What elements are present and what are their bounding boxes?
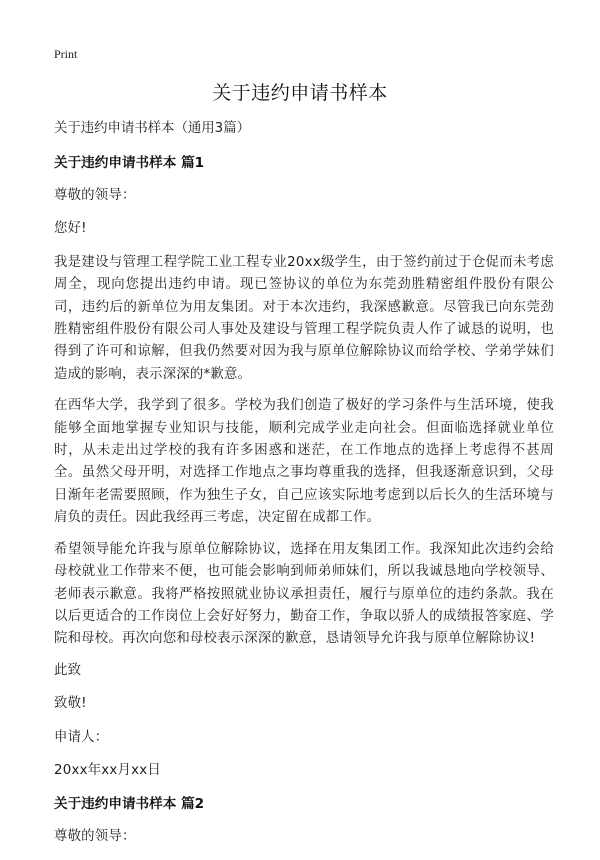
signature-line: 申请人： [54,729,109,745]
section-2 [54,793,554,848]
greeting: 您好! [54,221,87,237]
section-heading: 关于违约申请书样本 篇2 [54,796,205,813]
print-link[interactable]: Print [54,47,78,61]
document-body [54,118,554,860]
closing-line: 此致 [54,662,82,678]
body-paragraph: 希望领导能允许我与原单位解除协议，选择在用友集团工作。我深知此次违约会给母校就业工作带来不便，也可能会影响到师弟师妹们，所以我诚恳地向学校领导、老师表示歉意。我将严格按照就业协议承担责任，履行与原单位的违约条款。我在以后更适合的工作岗位上会好好努力，勤奋工作，争取以骄人的成绩报答家庭、学院和母校。再次向您和母校表示深深的歉意，恳请领导允许我与原单位解除协议! [54,541,554,647]
section-1 [54,152,554,782]
document-subtitle: 关于违约申请书样本（通用3篇） [54,121,250,136]
date-line: 20xx年xx月xx日 [54,762,161,778]
body-paragraph: 我是建设与管理工程学院工业工程专业20xx级学生，由于签约前过于仓促而未考虑周全，现向您提出违约申请。现已签协议的单位为东莞劲胜精密组件股份有限公司，违约后的新单位为用友集团。对于本次违约，我深感歉意。尽管我已向东莞劲胜精密组件股份有限公司人事处及建设与管理工程学院负责人作了诚恳的说明，也得到了许可和谅解，但我仍然要对因为我与原单位解除协议而给学校、学弟学妹们造成的影响，表示深深的*歉意。 [54,254,554,382]
closing-regards: 致敬! [54,696,87,712]
document-title: 关于违约申请书样本 [212,82,388,104]
section-heading: 关于违约申请书样本 篇1 [54,155,205,171]
salutation: 尊敬的领导： [54,829,136,845]
salutation: 尊敬的领导： [54,188,136,203]
body-paragraph: 在西华大学，我学到了很多。学校为我们创造了极好的学习条件与生活环境，使我能够全面地掌握专业知识与技能，顺利完成学业走向社会。但面临选择就业单位时，从未走出过学校的我有许多困惑和迷茫，在工作地点的选择上考虑得不甚周全。虽然父母开明，对选择工作地点之事均尊重我的选择，但我逐渐意识到，父母日渐年老需要照顾，作为独生子女，自己应该实际地考虑到以后长久的生活环境与肩负的责任。因此我经再三考虑，决定留在成都工作。 [54,398,554,526]
